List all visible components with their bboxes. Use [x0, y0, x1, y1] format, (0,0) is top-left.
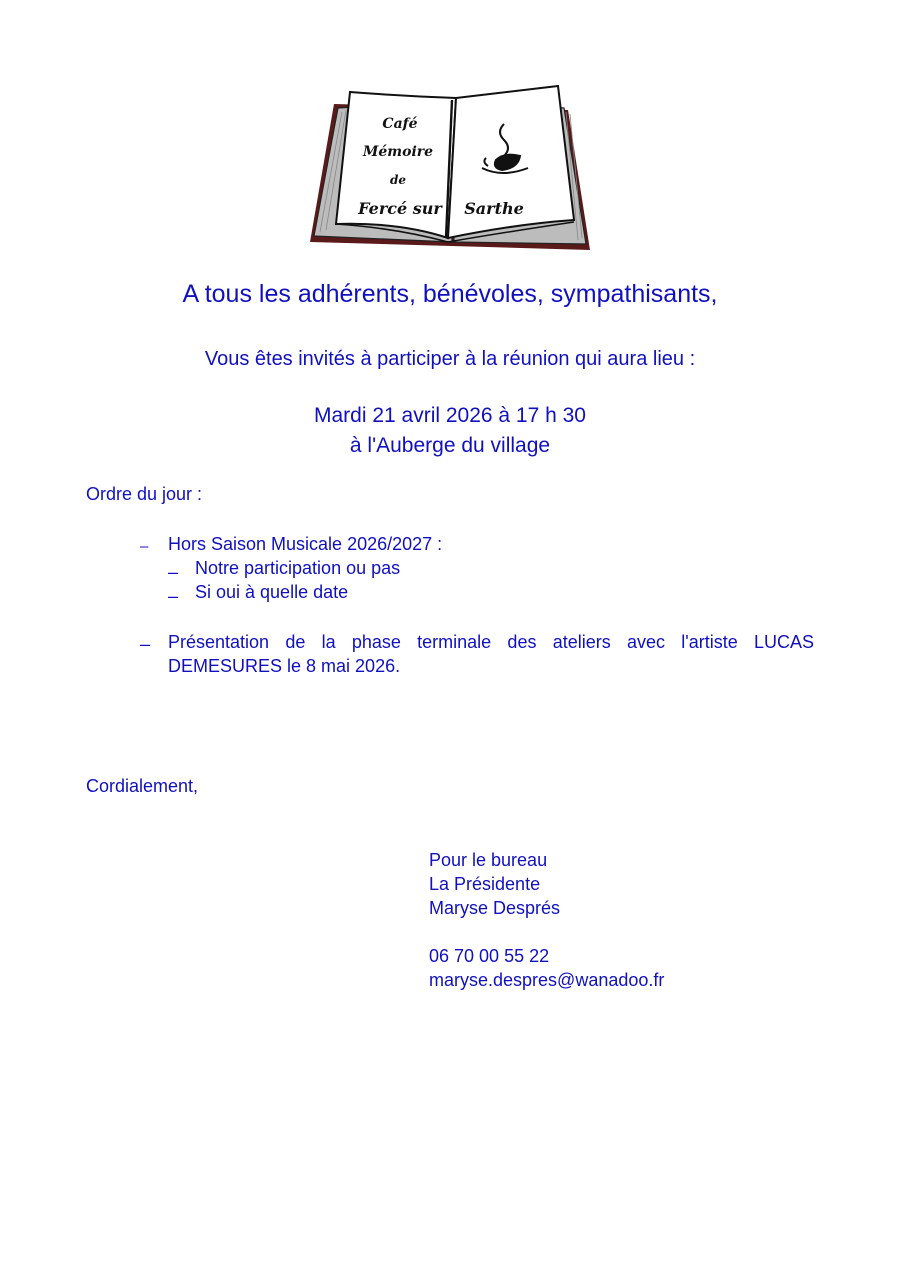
bullet-dash: –: [140, 538, 149, 555]
agenda-title: Ordre du jour :: [86, 484, 203, 504]
signature-phone: 06 70 00 55 22: [429, 946, 550, 966]
signature-line-role: La Présidente: [429, 874, 541, 894]
logo-line-sarthe: Sarthe: [464, 199, 524, 218]
agenda-subitem-participation: Notre participation ou pas: [195, 558, 401, 578]
agenda-item-presentation: Présentation de la phase terminale des ateliers avec l'artiste LUCAS DEMESURES le 8 mai 2026.: [168, 632, 814, 676]
salutation-heading: A tous les adhérents, bénévoles, sympathisants,: [182, 280, 718, 308]
logo-line-de: de: [389, 173, 407, 187]
logo-line-cafe: Café: [382, 116, 418, 132]
cafe-memoire-logo: [306, 82, 596, 254]
signature-line-bureau: Pour le bureau: [429, 850, 548, 870]
closing-text: Cordialement,: [86, 776, 199, 796]
signature-name: Maryse Després: [429, 898, 561, 918]
bullet-dash: –: [140, 634, 151, 654]
logo-line-memoire: Mémoire: [362, 144, 434, 160]
signature-email[interactable]: maryse.despres@wanadoo.fr: [429, 970, 665, 990]
open-book-icon: [306, 82, 596, 254]
meeting-date: Mardi 21 avril 2026 à 17 h 30: [313, 404, 586, 427]
invitation-text: Vous êtes invités à participer à la réunion qui aura lieu :: [204, 348, 696, 370]
meeting-place: à l'Auberge du village: [349, 434, 551, 457]
agenda-subitem-date: Si oui à quelle date: [195, 582, 349, 602]
agenda-item-hors-saison: Hors Saison Musicale 2026/2027 :: [168, 534, 443, 554]
sub-bullet-dash: –: [168, 562, 179, 582]
logo-line-ferce: Fercé sur: [358, 199, 442, 218]
sub-bullet-dash: –: [168, 586, 179, 606]
